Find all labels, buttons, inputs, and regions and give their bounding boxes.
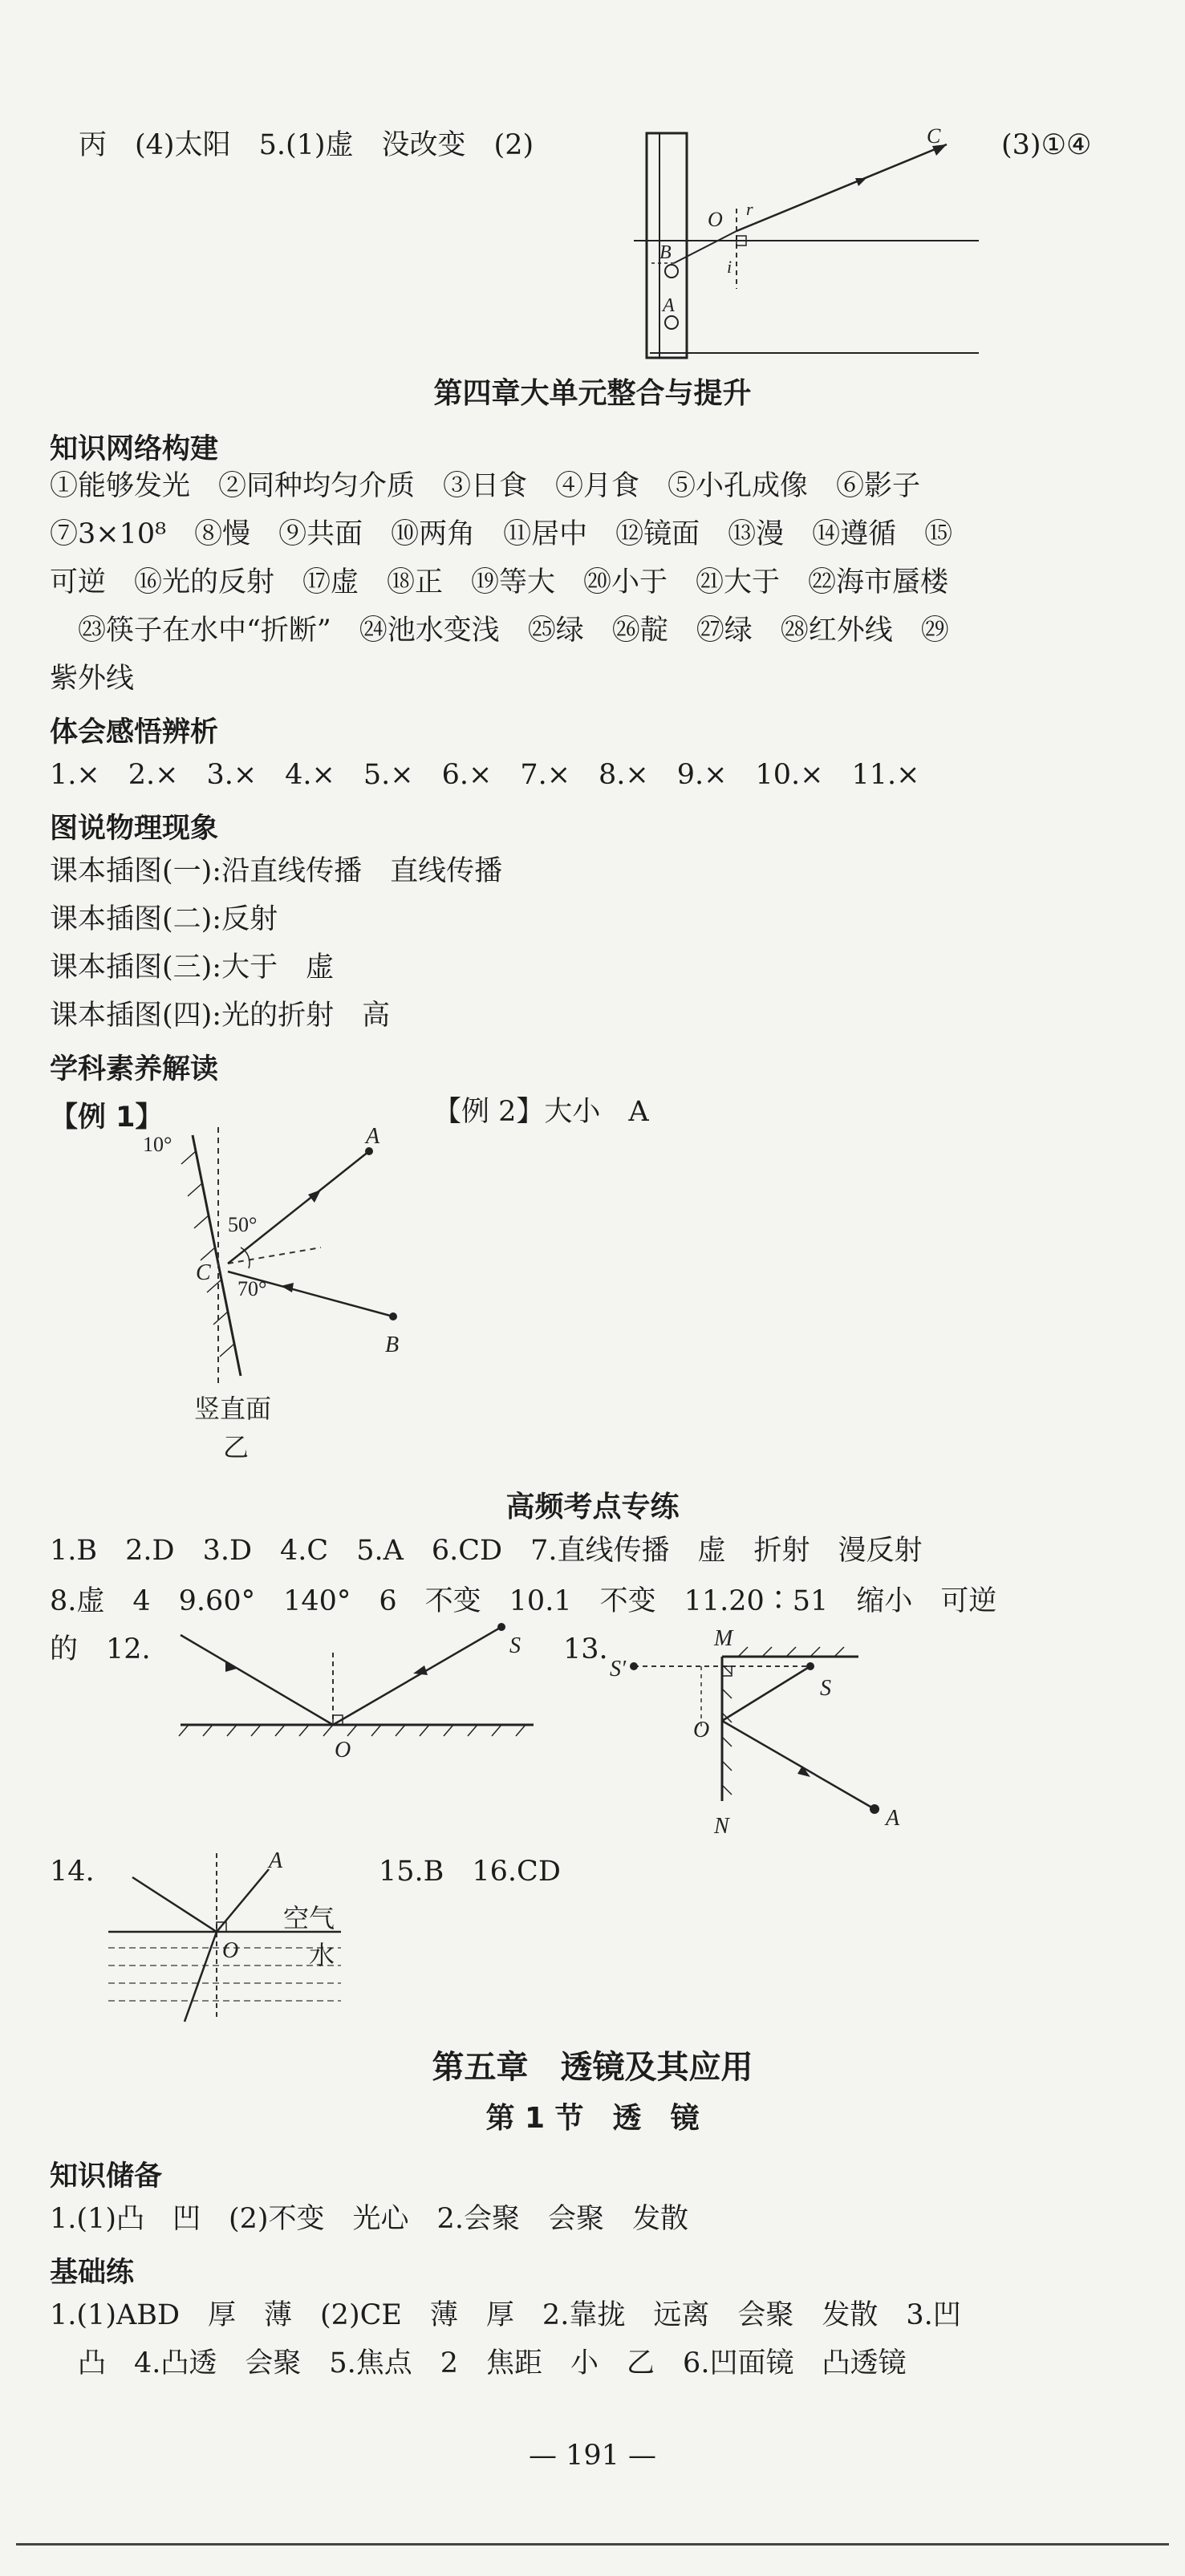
label-m: M (714, 1626, 733, 1651)
question-14-label: 14. (50, 1856, 95, 1888)
label-s-prime: S′ (610, 1657, 627, 1681)
section-heading: 知识储备 (50, 2160, 163, 2193)
answer-line-top: 丙 (4)太阳 5.(1)虚 没改变 (2) (79, 129, 534, 161)
label-o: O (222, 1938, 239, 1963)
practice-line: 的 12. (50, 1633, 151, 1665)
incident-ray (333, 1627, 501, 1725)
figure-line: 课本插图(三):大于 虚 (50, 951, 335, 984)
figure-13 (610, 1617, 915, 1849)
question-13-label: 13. (563, 1633, 608, 1665)
figure-line: 课本插图(二):反射 (50, 903, 278, 935)
label-o: O (708, 208, 723, 231)
label-air: 空气 (283, 1903, 335, 1933)
label-water: 水 (309, 1940, 335, 1970)
section-heading: 体会感悟辨析 (50, 716, 219, 748)
label-a: A (269, 1848, 283, 1873)
angle-arc (241, 1247, 250, 1268)
example2-answer: 【例 2】大小 A (433, 1096, 649, 1128)
figure-14 (100, 1845, 365, 2030)
point-s-prime (630, 1662, 638, 1670)
label-b: B (659, 242, 672, 263)
label-r: r (746, 199, 753, 219)
label-n: N (714, 1814, 729, 1839)
label-o: O (335, 1738, 351, 1763)
network-line: ①能够发光 ②同种均匀介质 ③日食 ④月食 ⑤小孔成像 ⑥影子 (50, 470, 921, 502)
example1-label: 【例 1】 (50, 1101, 164, 1134)
knowledge-line: 1.(1)凸 凹 (2)不变 光心 2.会聚 会聚 发散 (50, 2203, 688, 2235)
arrow-head-mid (855, 178, 866, 186)
surface-hatch (179, 1725, 526, 1736)
basic-line: 凸 4.凸透 会聚 5.焦点 2 焦距 小 乙 6.凹面镜 凸透镜 (50, 2347, 907, 2379)
incident-ray (722, 1666, 810, 1721)
point-a (870, 1804, 879, 1814)
figure-12 (172, 1621, 542, 1781)
normal-dashed (228, 1247, 321, 1264)
label-s: S (820, 1676, 831, 1701)
section-heading: 学科素养解读 (50, 1053, 219, 1085)
footer-rule (16, 2543, 1169, 2546)
label-o: O (693, 1718, 710, 1742)
chapter4-title: 第四章大单元整合与提升 (433, 377, 752, 410)
label-a: A (663, 295, 675, 316)
label-a: A (366, 1124, 380, 1149)
label-i: i (727, 257, 733, 277)
point-b (389, 1312, 397, 1320)
section-heading: 知识网络构建 (50, 433, 219, 465)
practice-line: 8.虚 4 9.60° 140° 6 不变 10.1 不变 11.20∶51 缩小 可逆 (50, 1585, 997, 1617)
arrow-a (308, 1190, 321, 1203)
reflected-ray (228, 1151, 369, 1264)
object-b (665, 265, 678, 278)
mirror-hatch (181, 1151, 234, 1357)
arrow-incident (413, 1665, 428, 1675)
angle-50: 50° (228, 1213, 258, 1236)
answer-line-top-right: (3)①④ (1001, 129, 1092, 161)
caption-yi: 乙 (223, 1432, 250, 1462)
arrow-b (281, 1283, 294, 1292)
figure-line: 课本插图(四):光的折射 高 (50, 1000, 391, 1032)
angle-70: 70° (237, 1277, 267, 1300)
example1-figure (128, 1119, 433, 1464)
mirror-line (193, 1135, 241, 1376)
label-a: A (886, 1806, 900, 1831)
reflected-ray (722, 1721, 875, 1809)
chapter5-title: 第五章 透镜及其应用 (432, 2049, 753, 2086)
object-a (665, 316, 678, 329)
label-c: C (927, 124, 941, 148)
practice-heading: 高频考点专练 (505, 1491, 680, 1523)
label-c: C (196, 1260, 211, 1285)
label-s: S (509, 1633, 521, 1658)
basic-line: 1.(1)ABD 厚 薄 (2)CE 薄 厚 2.靠拢 远离 会聚 发散 3.凹 (50, 2299, 961, 2331)
refracted-ray (737, 144, 947, 231)
section-title: 第 1 节 透 镜 (485, 2102, 700, 2135)
figure-line: 课本插图(一):沿直线传播 直线传播 (50, 855, 503, 887)
network-line: ⑦3×10⁸ ⑧慢 ⑨共面 ⑩两角 ⑪居中 ⑫镜面 ⑬漫 ⑭遵循 ⑮ (50, 518, 953, 550)
section-heading: 图说物理现象 (50, 813, 219, 845)
network-line: 可逆 ⑯光的反射 ⑰虚 ⑱正 ⑲等大 ⑳小于 ㉑大于 ㉒海市蜃楼 (50, 566, 949, 598)
reflected-ray (181, 1635, 333, 1725)
page-number: — 191 — (528, 2440, 657, 2472)
refraction-figure (618, 120, 995, 361)
incident-ray (132, 1877, 217, 1932)
point-s (497, 1623, 505, 1631)
caption-vertical-plane: 竖直面 (194, 1393, 272, 1424)
practice-line: 1.B 2.D 3.D 4.C 5.A 6.CD 7.直线传播 虚 折射 漫反射 (50, 1535, 923, 1567)
refracted-ray (185, 1932, 217, 2022)
network-line: 紫外线 (50, 663, 135, 695)
angle-10: 10° (143, 1133, 172, 1156)
judge-answers: 1.× 2.× 3.× 4.× 5.× 6.× 7.× 8.× 9.× 10.× 11.× (50, 759, 920, 791)
answers-15-16: 15.B 16.CD (379, 1856, 561, 1888)
section-heading: 基础练 (50, 2257, 135, 2289)
point-s (806, 1662, 814, 1670)
label-b: B (385, 1333, 400, 1357)
network-line: ㉓筷子在水中“折断” ㉔池水变浅 ㉕绿 ㉖靛 ㉗绿 ㉘红外线 ㉙ (50, 615, 949, 647)
